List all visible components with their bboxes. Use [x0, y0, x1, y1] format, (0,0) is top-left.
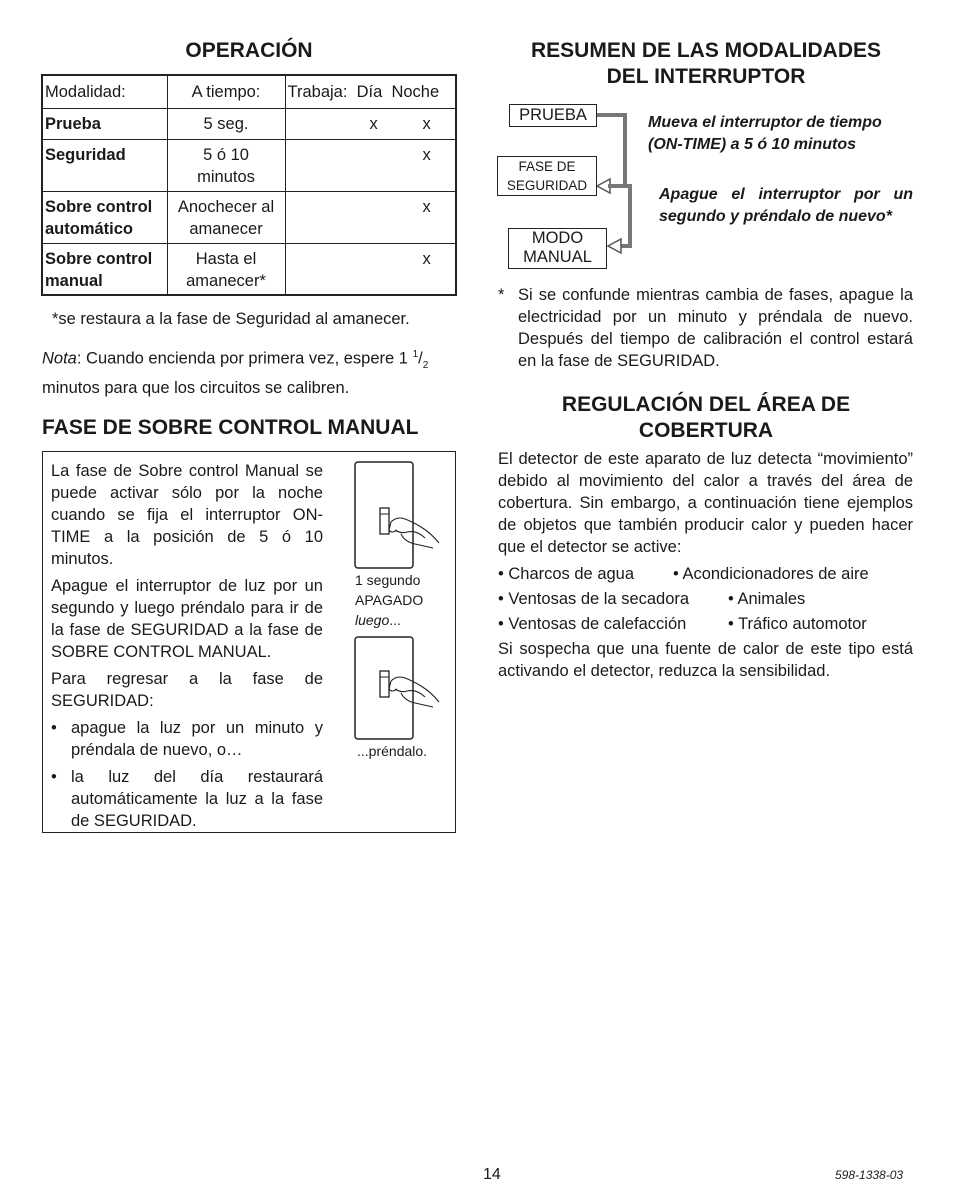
instruction-2: Apague el interruptor por un segundo y préndalo de nuevo*	[659, 186, 913, 225]
resumen-title: RESUMEN DE LAS MODALIDADES DEL INTERRUPTOR	[530, 39, 882, 88]
list-item: • la luz del día restaurará automáticamente la luz a la fase de SEGURIDAD.	[51, 768, 323, 830]
header-trabaja: Trabaja: Día Noche	[287, 83, 440, 101]
manual-paragraph-3: Para regresar a la fase de SEGURIDAD:	[51, 670, 323, 710]
light-switch-on-icon	[351, 635, 445, 743]
operacion-table	[41, 74, 457, 296]
operacion-nota: Nota: Cuando encienda por primera vez, espere 1 $^1/_2$ minutos para que los circuitos se calibren.	[42, 349, 429, 397]
instruction-1: Mueva el interruptor de tiempo (ON-TIME) a 5 ó 10 minutos	[648, 114, 882, 153]
mode-manual: MODO MANUAL	[508, 228, 607, 269]
mode-prueba: PRUEBA	[509, 104, 597, 127]
table-row: Prueba 5 seg. x x	[43, 108, 455, 139]
list-item: • Ventosas de calefacción • Tráfico automotor	[498, 615, 867, 633]
header-modalidad: Modalidad:	[43, 76, 167, 108]
light-switch-off-icon	[351, 460, 445, 572]
table-row: Sobre control manual Hasta el amanecer* x	[43, 243, 455, 294]
resumen-footnote: Si se confunde mientras cambia de fases, apague la electricidad por un minuto y préndala de nuevo. Después del tiempo de calibración el control estará en la fase de SEGURIDAD.	[518, 286, 913, 370]
list-item: • Charcos de agua • Acondicionadores de aire	[498, 565, 869, 583]
table-row: Seguridad 5 ó 10 minutos x	[43, 139, 455, 191]
manual-paragraph-2: Apague el interruptor de luz por un segundo y luego préndalo para ir de la fase de SEGURIDAD a la fase de SOBRE CONTROL MANUAL.	[51, 577, 323, 661]
list-item: • Ventosas de la secadora • Animales	[498, 590, 806, 608]
header-a-tiempo: A tiempo:	[167, 76, 285, 108]
operacion-title: OPERACIÓN	[185, 39, 313, 62]
manual-box	[42, 451, 456, 833]
page-number: 14	[483, 1166, 501, 1183]
regulacion-title: REGULACIÓN DEL ÁREA DE COBERTURA	[561, 393, 851, 442]
list-item: • apague la luz por un minuto y préndala de nuevo, o…	[51, 719, 323, 759]
table-row: Sobre control automático Anochecer al amanecer x	[43, 191, 455, 243]
doc-code: 598-1338-03	[835, 1168, 904, 1182]
manual-paragraph-1: La fase de Sobre control Manual se puede activar sólo por la noche cuando se fija el interruptor ON-TIME a la posición de 5 ó 10 minutos.	[51, 462, 323, 568]
switch-caption-1: 1 segundo APAGADO luego...	[355, 572, 424, 628]
heat-sources-list	[498, 562, 913, 637]
regulacion-paragraph-2: Si sospecha que una fuente de calor de este tipo está activando el detector, reduzca la sensibilidad.	[498, 640, 913, 680]
manual-title: FASE DE SOBRE CONTROL MANUAL	[42, 416, 419, 439]
regulacion-paragraph-1: El detector de este aparato de luz detecta “movimiento” debido al movimiento del calor a través del área de cobertura. Sin embargo, a continuación tiene ejemplos de objetos que también producir calor y pueden hacer que el detector se active:	[498, 450, 913, 556]
footnote-star: *	[498, 286, 505, 304]
mode-fase-seguridad: FASE DE SEGURIDAD	[497, 156, 597, 196]
switch-caption-2: ...préndalo.	[357, 743, 428, 759]
operacion-footnote: *se restaura a la fase de Seguridad al amanecer.	[52, 310, 410, 328]
